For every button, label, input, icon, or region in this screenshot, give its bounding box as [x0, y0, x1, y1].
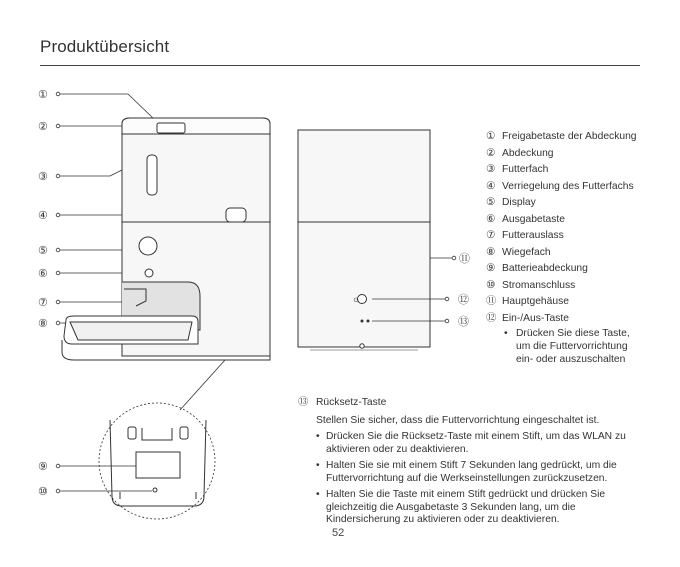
legend-item [486, 246, 646, 259]
legend-label: Ein-/Aus-Taste [502, 312, 569, 324]
reset-bullet [316, 489, 638, 527]
legend-label: Wiegefach [502, 246, 551, 258]
legend-label: Ausgabetaste [502, 213, 565, 225]
bullet-icon: • [316, 489, 320, 500]
bullet-icon: • [316, 460, 320, 471]
legend-item [486, 213, 646, 226]
dispense-button [145, 269, 153, 277]
bin-window [147, 155, 157, 195]
bottom-bracket [142, 428, 172, 440]
legend-num: ② [486, 147, 496, 159]
legend-num: ⑤ [486, 197, 496, 208]
legend-item [486, 262, 646, 275]
legend-num: ① [486, 131, 496, 142]
callout-4: ④ [38, 210, 48, 222]
legend-num: ⑩ [486, 279, 496, 291]
legend-label: Batterieabdeckung [502, 263, 588, 274]
legend-num: ③ [486, 164, 496, 175]
legend-item [486, 180, 646, 193]
feeder-side-view [298, 130, 430, 350]
legend-item [486, 196, 646, 209]
leader-1 [59, 94, 155, 120]
legend-label: Freigabetaste der Abdeckung [502, 131, 637, 142]
reset-bullet-text: Halten Sie sie mit einem Stift 7 Sekunden lang gedrückt, um die Futtervorrichtung auf die Werkseinstellungen zurückzusetzen. [326, 460, 617, 484]
legend-label: Futterauslass [502, 230, 564, 241]
bullet-icon: • [504, 327, 508, 339]
leader-3 [59, 170, 122, 176]
reset-bullet [316, 460, 638, 485]
legend-num: ⑧ [486, 246, 496, 258]
callout-6: ⑥ [38, 268, 48, 280]
legend-num: ⑥ [486, 213, 496, 225]
reset-heading [298, 397, 638, 410]
reset-hole [361, 320, 363, 322]
reset-bullet-text: Drücken Sie die Rücksetz-Taste mit einem Stift, um das WLAN zu aktivieren oder zu deaktivieren. [326, 431, 626, 455]
power-note-text: Drücken Sie diese Taste, um die Futtervorrichtung ein- oder auszuschalten [516, 327, 630, 365]
callout-13: ⑬ [458, 316, 469, 328]
legend-item [486, 147, 646, 160]
reset-title: Rücksetz-Taste [316, 397, 387, 408]
power-button [358, 295, 367, 304]
bottom-foot-left [128, 427, 136, 439]
battery-cover [136, 452, 180, 478]
leader-dots-left [56, 92, 60, 493]
bin-lock [226, 208, 246, 222]
reset-section [298, 397, 638, 531]
reset-bullet [316, 431, 638, 456]
display [139, 237, 157, 255]
callout-5: ⑤ [38, 245, 48, 257]
leader-dots-right [445, 256, 456, 323]
page-number: 52 [332, 527, 345, 539]
legend-num: ⑫ [486, 312, 497, 324]
legend-num: ④ [486, 180, 496, 192]
legend-label: Futterfach [502, 164, 549, 175]
power-symbol: ⏻ [353, 298, 359, 304]
callout-11: ⑪ [459, 253, 470, 265]
reset-intro: Stellen Sie sicher, dass die Futtervorrichtung eingeschaltet ist. [316, 414, 600, 426]
callout-1: ① [38, 89, 48, 101]
tray-bowl [70, 322, 192, 340]
legend-label: Abdeckung [502, 147, 554, 159]
main-housing [298, 130, 430, 347]
legend-item [486, 312, 646, 325]
legend-item [486, 229, 646, 242]
bottom-detail [99, 403, 215, 519]
legend-label: Display [502, 197, 536, 208]
callout-7: ⑦ [38, 297, 48, 309]
callout-3: ③ [38, 171, 48, 183]
legend-item [486, 163, 646, 176]
legend-num: ⑨ [486, 263, 496, 274]
legend-label: Verriegelung des Futterfachs [502, 180, 634, 192]
callout-2: ② [38, 121, 48, 133]
legend-label: Stromanschluss [502, 279, 576, 291]
lid-release-button [157, 123, 185, 133]
callout-10: ⑩ [38, 486, 48, 498]
legend-num: ⑦ [486, 230, 496, 241]
side-port [360, 344, 364, 348]
page-title: Produktübersicht [40, 37, 170, 56]
parts-legend [486, 130, 646, 366]
legend-item [486, 295, 646, 308]
callout-12: ⑫ [458, 294, 469, 306]
power-note [504, 327, 646, 366]
reset-num: ⑬ [298, 397, 309, 408]
power-port [153, 488, 157, 492]
zoom-line [180, 360, 225, 410]
feeder-front-view [62, 118, 270, 410]
callout-9: ⑨ [38, 461, 48, 473]
bullet-icon: • [316, 431, 320, 442]
reset-bullet-text: Halten Sie die Taste mit einem Stift gedrückt und drücken Sie gleichzeitig die Ausgabetaste 3 Sekunden lang, um die Kindersicherung zu aktivieren oder zu deaktivieren. [326, 489, 606, 525]
callout-8: ⑧ [38, 318, 48, 330]
legend-num: ⑪ [486, 296, 497, 307]
legend-item [486, 279, 646, 292]
reset-hole-2 [367, 320, 369, 322]
legend-item [486, 130, 646, 143]
legend-label: Hauptgehäuse [502, 296, 569, 307]
bottom-foot-right [180, 427, 188, 439]
lid [122, 118, 270, 134]
